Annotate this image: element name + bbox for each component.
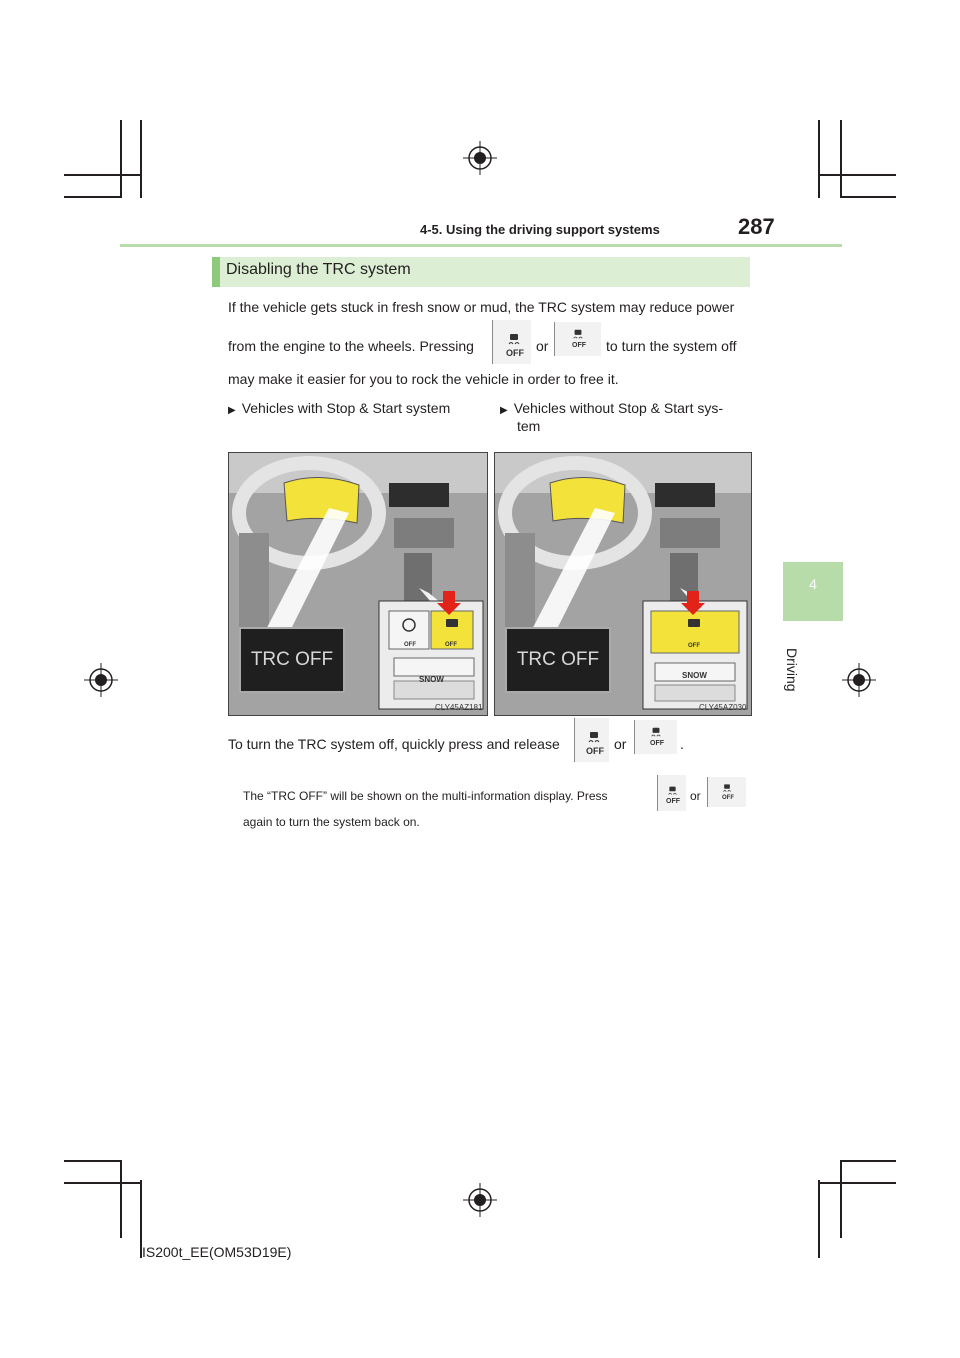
trc-off-switch-icon: [634, 720, 677, 754]
note-line-1: [243, 789, 748, 809]
vehicle-skid-icon: [587, 730, 601, 744]
chapter-number: 4: [809, 576, 817, 592]
vehicle-skid-icon: [650, 726, 662, 738]
crop-mark: [64, 196, 120, 198]
instruction-text: To turn the TRC system off, quickly press and release: [228, 736, 560, 752]
button-off-label: OFF: [722, 795, 734, 801]
section-heading: 4-5. Using the driving support systems: [420, 222, 660, 237]
crop-mark: [64, 1160, 120, 1162]
crop-mark: [818, 1180, 820, 1258]
note-text: The “TRC OFF” will be shown on the multi-information display. Press: [243, 789, 608, 803]
trc-off-button-icon: [492, 320, 531, 364]
crop-mark: [120, 1160, 122, 1238]
off-label: OFF: [404, 642, 416, 648]
registration-mark-icon: [463, 141, 497, 175]
instruction-or: or: [614, 736, 627, 752]
trc-off-switch-icon: [554, 322, 601, 356]
variant-label: Vehicles without Stop & Start sys-: [513, 400, 724, 416]
triangle-bullet-icon: ▶: [228, 405, 236, 416]
intro-line-2: [228, 338, 750, 360]
model-code: IS200t_EE(OM53D19E): [142, 1244, 292, 1260]
crop-mark: [818, 174, 896, 176]
crop-mark: [818, 120, 820, 198]
illustration-code: CLY45AZ181: [435, 703, 483, 712]
variant-label-cont: tem: [517, 418, 541, 434]
crop-mark: [120, 120, 122, 198]
snow-label: SNOW: [682, 671, 707, 680]
button-off-label: OFF: [650, 740, 664, 747]
trc-off-display: TRC OFF: [239, 627, 345, 693]
vehicle-skid-icon: [722, 783, 732, 793]
intro-line-1: If the vehicle gets stuck in fresh snow or mud, the TRC system may reduce power: [228, 299, 735, 315]
variant-without-stop-start: [500, 400, 750, 434]
crop-mark: [840, 196, 896, 198]
trc-off-display: TRC OFF: [505, 627, 611, 693]
registration-mark-icon: [463, 1183, 497, 1217]
intro-text: to turn the system off: [606, 338, 737, 354]
intro-text: from the engine to the wheels. Pressing: [228, 338, 474, 354]
vehicle-skid-icon: [507, 332, 521, 346]
variant-with-stop-start: [228, 400, 450, 416]
snow-label: SNOW: [419, 675, 444, 684]
triangle-bullet-icon: ▶: [500, 405, 508, 416]
crop-mark: [840, 1160, 896, 1162]
crop-mark: [840, 1160, 842, 1238]
section-title-accent: [212, 257, 220, 287]
note-line-2: again to turn the system back on.: [243, 815, 420, 829]
page-number: 287: [738, 214, 775, 239]
instruction-end: .: [680, 736, 684, 752]
intro-line-3: may make it easier for you to rock the vehicle in order to free it.: [228, 371, 619, 387]
off-label: OFF: [445, 642, 457, 648]
chapter-label: Driving: [784, 648, 800, 692]
vehicle-skid-icon: [572, 328, 584, 340]
crop-mark: [818, 1182, 896, 1184]
trc-off-button-icon: [574, 718, 609, 762]
button-off-label: OFF: [506, 348, 524, 358]
vehicle-skid-icon: [667, 785, 678, 796]
button-off-label: OFF: [666, 798, 680, 805]
note-or: or: [690, 789, 701, 803]
illustration-with-stop-start: [228, 452, 488, 716]
intro-or: or: [536, 338, 549, 354]
button-off-label: OFF: [572, 342, 586, 349]
section-title: Disabling the TRC system: [226, 261, 411, 278]
trc-off-switch-icon: [707, 777, 746, 807]
registration-mark-icon: [842, 663, 876, 697]
crop-mark: [140, 120, 142, 198]
off-label: OFF: [688, 643, 700, 649]
instruction-line: [228, 736, 750, 760]
illustration-without-stop-start: [494, 452, 752, 716]
crop-mark: [840, 120, 842, 198]
button-off-label: OFF: [586, 746, 604, 756]
trc-off-button-icon: [657, 775, 686, 811]
header-rule: [120, 244, 842, 247]
registration-mark-icon: [84, 663, 118, 697]
illustration-code: CLY45AZ030: [699, 703, 747, 712]
variant-label: Vehicles with Stop & Start system: [241, 400, 451, 416]
crop-mark: [64, 174, 140, 176]
crop-mark: [64, 1182, 140, 1184]
